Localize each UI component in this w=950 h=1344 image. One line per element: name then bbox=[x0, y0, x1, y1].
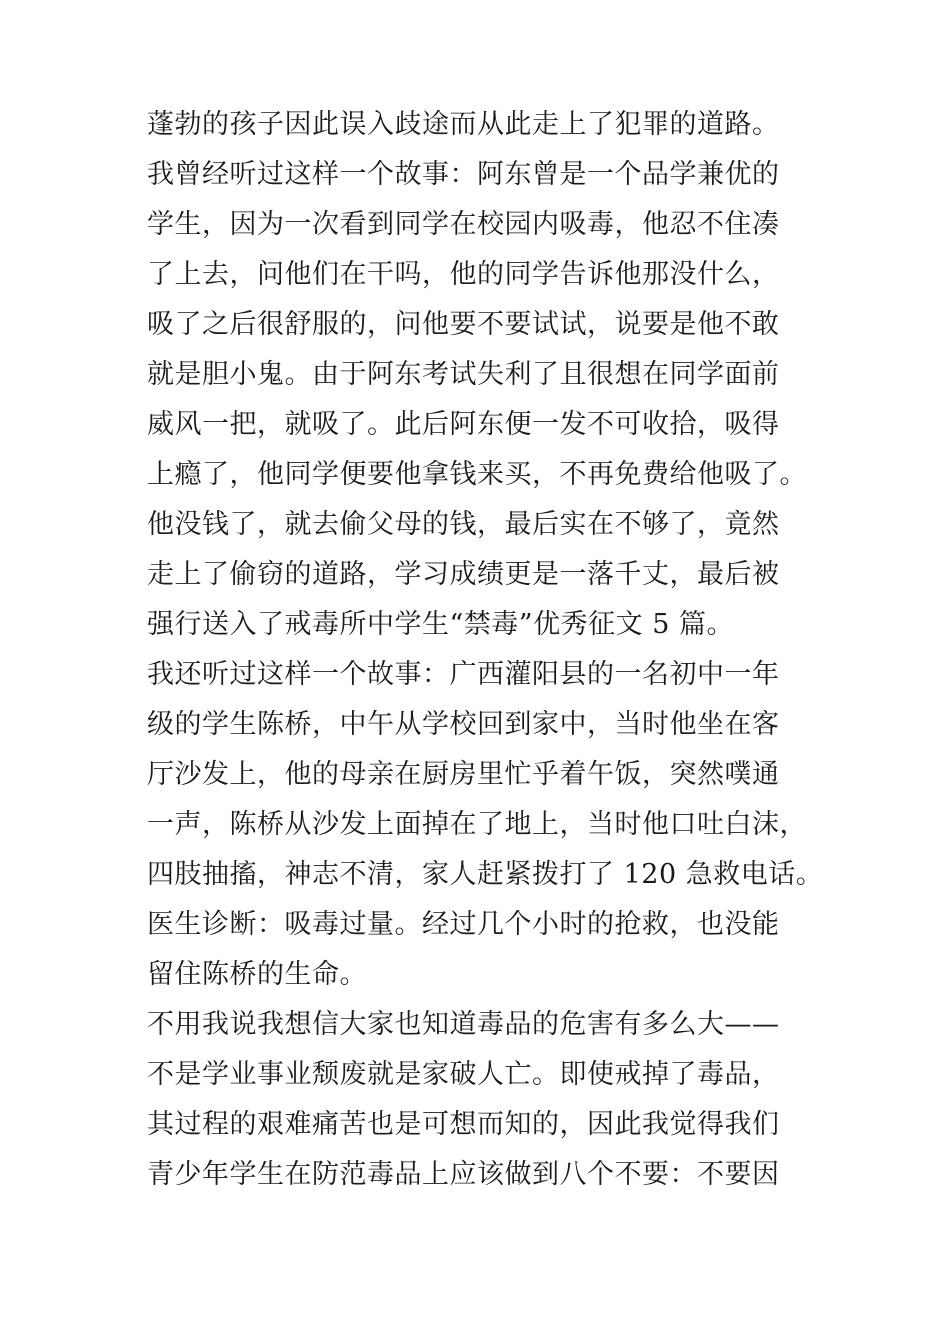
text-line: 就是胆小鬼。由于阿东考试失利了且很想在同学面前 bbox=[147, 359, 780, 390]
text-line: 厅沙发上，他的母亲在厨房里忙乎着午饭，突然噗通 bbox=[147, 759, 780, 790]
text-line: 留住陈桥的生命。 bbox=[147, 959, 367, 990]
text-line: 其过程的艰难痛苦也是可想而知的，因此我觉得我们 bbox=[147, 1109, 780, 1140]
text-line: 一声，陈桥从沙发上面掉在了地上，当时他口吐白沫， bbox=[147, 809, 807, 840]
text-line: 不用我说我想信大家也知道毒品的危害有多么大—— bbox=[147, 1009, 780, 1040]
text-line: 吸了之后很舒服的，问他要不要试试，说要是他不敢 bbox=[147, 309, 780, 340]
text-line: 学生，因为一次看到同学在校园内吸毒，他忍不住凑 bbox=[147, 209, 780, 240]
text-line: 我还听过这样一个故事：广西灌阳县的一名初中一年 bbox=[147, 659, 780, 690]
text-line: 上瘾了，他同学便要他拿钱来买，不再免费给他吸了。 bbox=[147, 459, 807, 490]
text-line: 蓬勃的孩子因此误入歧途而从此走上了犯罪的道路。 bbox=[147, 109, 780, 140]
text-line: 四肢抽搐，神志不清，家人赶紧拨打了 120 急救电话。 bbox=[147, 859, 824, 890]
text-line: 不是学业事业颓废就是家破人亡。即使戒掉了毒品， bbox=[147, 1059, 780, 1090]
body-text bbox=[147, 100, 824, 1200]
text-line: 了上去，问他们在干吗，他的同学告诉他那没什么， bbox=[147, 259, 780, 290]
text-line: 他没钱了，就去偷父母的钱，最后实在不够了，竟然 bbox=[147, 509, 780, 540]
text-line: 医生诊断：吸毒过量。经过几个小时的抢救，也没能 bbox=[147, 909, 780, 940]
text-line: 强行送入了戒毒所中学生“禁毒”优秀征文 5 篇。 bbox=[147, 609, 734, 640]
text-line: 青少年学生在防范毒品上应该做到八个不要：不要因 bbox=[147, 1159, 780, 1190]
text-line: 我曾经听过这样一个故事：阿东曾是一个品学兼优的 bbox=[147, 159, 780, 190]
text-line: 走上了偷窃的道路，学习成绩更是一落千丈，最后被 bbox=[147, 559, 780, 590]
text-line: 级的学生陈桥，中午从学校回到家中，当时他坐在客 bbox=[147, 709, 780, 740]
text-line: 威风一把，就吸了。此后阿东便一发不可收拾，吸得 bbox=[147, 409, 780, 440]
